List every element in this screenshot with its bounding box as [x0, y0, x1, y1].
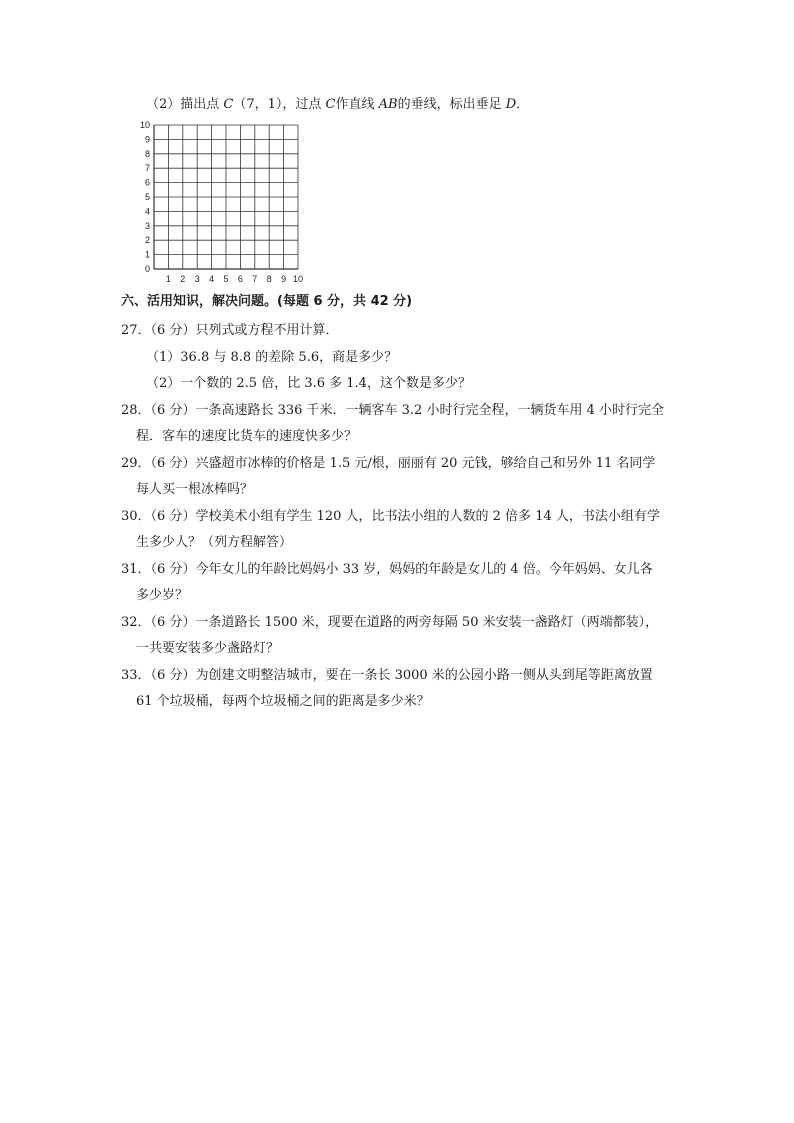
question-line: 30．（6 分）学校美术小组有学生 120 人，比书法小组的人数的 2 倍多 14 人，书法小组有学 [121, 508, 660, 524]
q26-part2-prompt: （2）描出点 C（7，1），过点 C作直线 AB的垂线，标出垂足 D． [146, 97, 530, 112]
x-tick-label: 2 [180, 274, 186, 284]
question-continuation: 多少岁？ [136, 588, 189, 603]
y-tick-label: 0 [144, 264, 150, 274]
question-line: （2）一个数的 2.5 倍，比 3.6 多 1.4，这个数是多少？ [146, 376, 471, 391]
x-tick-label: 7 [252, 274, 258, 284]
y-tick-label: 2 [144, 235, 150, 246]
x-tick-label: 1 [165, 274, 171, 284]
y-tick-label: 5 [144, 192, 150, 202]
question-continuation: 61 个垃圾桶，每两个垃圾桶之间的距离是多少米？ [136, 694, 430, 709]
y-tick-label: 3 [144, 220, 150, 231]
question-line: （1）36.8 与 8.8 的差除 5.6，商是多少？ [146, 349, 398, 365]
grid-svg [134, 121, 306, 287]
y-tick-label: 8 [144, 148, 150, 159]
question-line: 33．（6 分）为创建文明整洁城市，要在一条长 3000 米的公园小路一侧从头到尾等距离放置 [121, 667, 653, 683]
coordinate-grid [134, 121, 306, 287]
x-tick-label: 6 [237, 274, 243, 284]
point-c-label-2: C [325, 97, 336, 112]
y-tick-label: 10 [139, 121, 150, 130]
section6-title: 六、活用知识，解决问题。(每题 6 分，共 42 分) [121, 294, 413, 309]
y-tick-label: 6 [144, 177, 150, 188]
question-line: 29．（6 分）兴盛超市冰棒的价格是 1.5 元/根，丽丽有 20 元钱，够给自己和另外 11 名同学 [121, 455, 656, 471]
question-continuation: 程．客车的速度比货车的速度快多少？ [136, 429, 358, 444]
question-continuation: 每人买一根冰棒吗？ [136, 482, 254, 497]
y-tick-label: 7 [144, 163, 150, 174]
x-tick-label: 4 [209, 274, 215, 284]
x-tick-label: 3 [194, 274, 200, 284]
foot-d-label: D [505, 97, 517, 112]
question-line: 27．（6 分）只列式或方程不用计算． [121, 323, 339, 338]
question-line: 32．（6 分）一条道路长 1500 米，现要在道路的两旁每隔 50 米安装一盏路灯（两端都装）， [121, 614, 659, 630]
point-c-label: C [223, 97, 234, 112]
x-tick-label: 10 [292, 274, 304, 284]
y-tick-label: 1 [144, 249, 150, 260]
x-tick-label: 9 [281, 274, 287, 284]
y-tick-label: 9 [144, 134, 150, 145]
question-line: 31．（6 分）今年女儿的年龄比妈妈小 33 岁，妈妈的年龄是女儿的 4 倍。今年妈妈、女儿各 [121, 561, 653, 577]
question-continuation: 生多少人？（列方程解答） [136, 535, 293, 550]
x-tick-label: 5 [223, 274, 229, 284]
line-ab-label: AB [378, 97, 398, 112]
x-tick-label: 8 [266, 274, 272, 284]
y-tick-label: 4 [144, 206, 150, 217]
question-continuation: 一共要安装多少盏路灯？ [136, 641, 280, 656]
question-line: 28．（6 分）一条高速路长 336 千米．一辆客车 3.2 小时行完全程，一辆货车用 4 小时行完全 [121, 402, 664, 418]
